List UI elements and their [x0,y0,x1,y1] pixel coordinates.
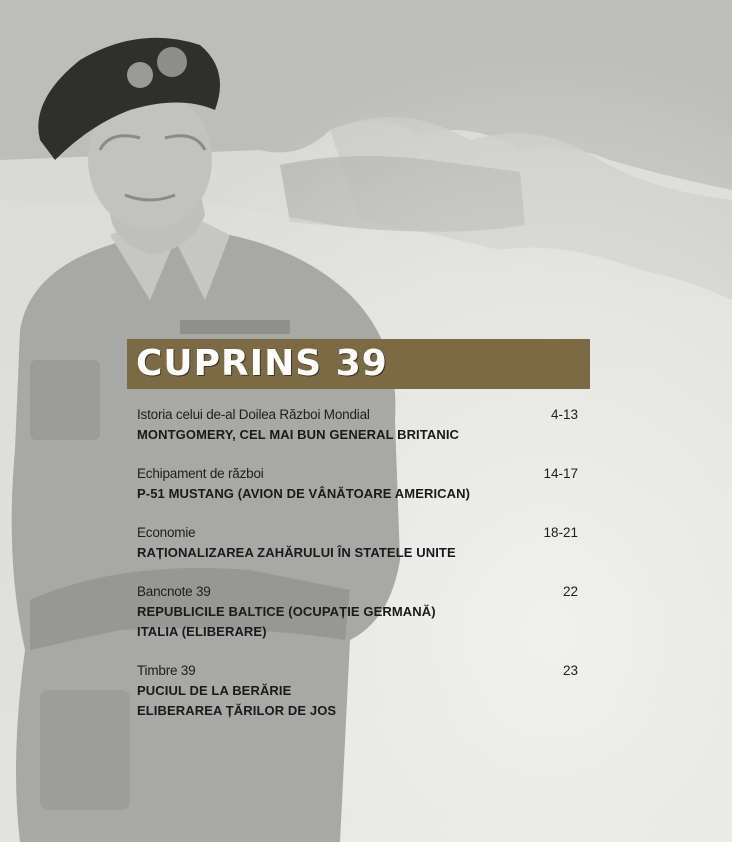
toc-category: Echipament de război [137,466,264,481]
toc-article-title: P-51 MUSTANG (AVION DE VÂNĂTOARE AMERICAN) [137,486,471,501]
toc-page-range: 22 [562,584,578,599]
toc-category: Istoria celui de-al Doilea Război Mondial [137,407,370,422]
toc-page-range: 4-13 [550,407,578,422]
toc-entry [137,661,578,721]
toc-entry [137,405,578,445]
toc-article-title: REPUBLICILE BALTICE (OCUPAȚIE GERMANĂ) [137,604,436,619]
toc-article-title: ELIBERAREA ȚĂRILOR DE JOS [137,703,337,718]
toc-entry [137,582,578,642]
table-of-contents [137,405,578,740]
toc-category: Bancnote 39 [137,584,211,599]
toc-entry [137,523,578,563]
toc-page-range: 18-21 [543,525,578,540]
toc-article-title: ITALIA (ELIBERARE) [137,624,267,639]
page-title: CUPRINS 39 [136,343,388,384]
toc-article-title: MONTGOMERY, CEL MAI BUN GENERAL BRITANIC [137,427,460,442]
toc-category: Economie [137,525,196,540]
toc-page-range: 23 [562,663,578,678]
toc-category: Timbre 39 [137,663,196,678]
toc-page-range: 14-17 [543,466,578,481]
toc-article-title: RAȚIONALIZAREA ZAHĂRULUI ÎN STATELE UNITE [137,545,456,560]
title-bar [127,339,590,389]
toc-entry [137,464,578,504]
toc-article-title: PUCIUL DE LA BERĂRIE [137,683,292,698]
